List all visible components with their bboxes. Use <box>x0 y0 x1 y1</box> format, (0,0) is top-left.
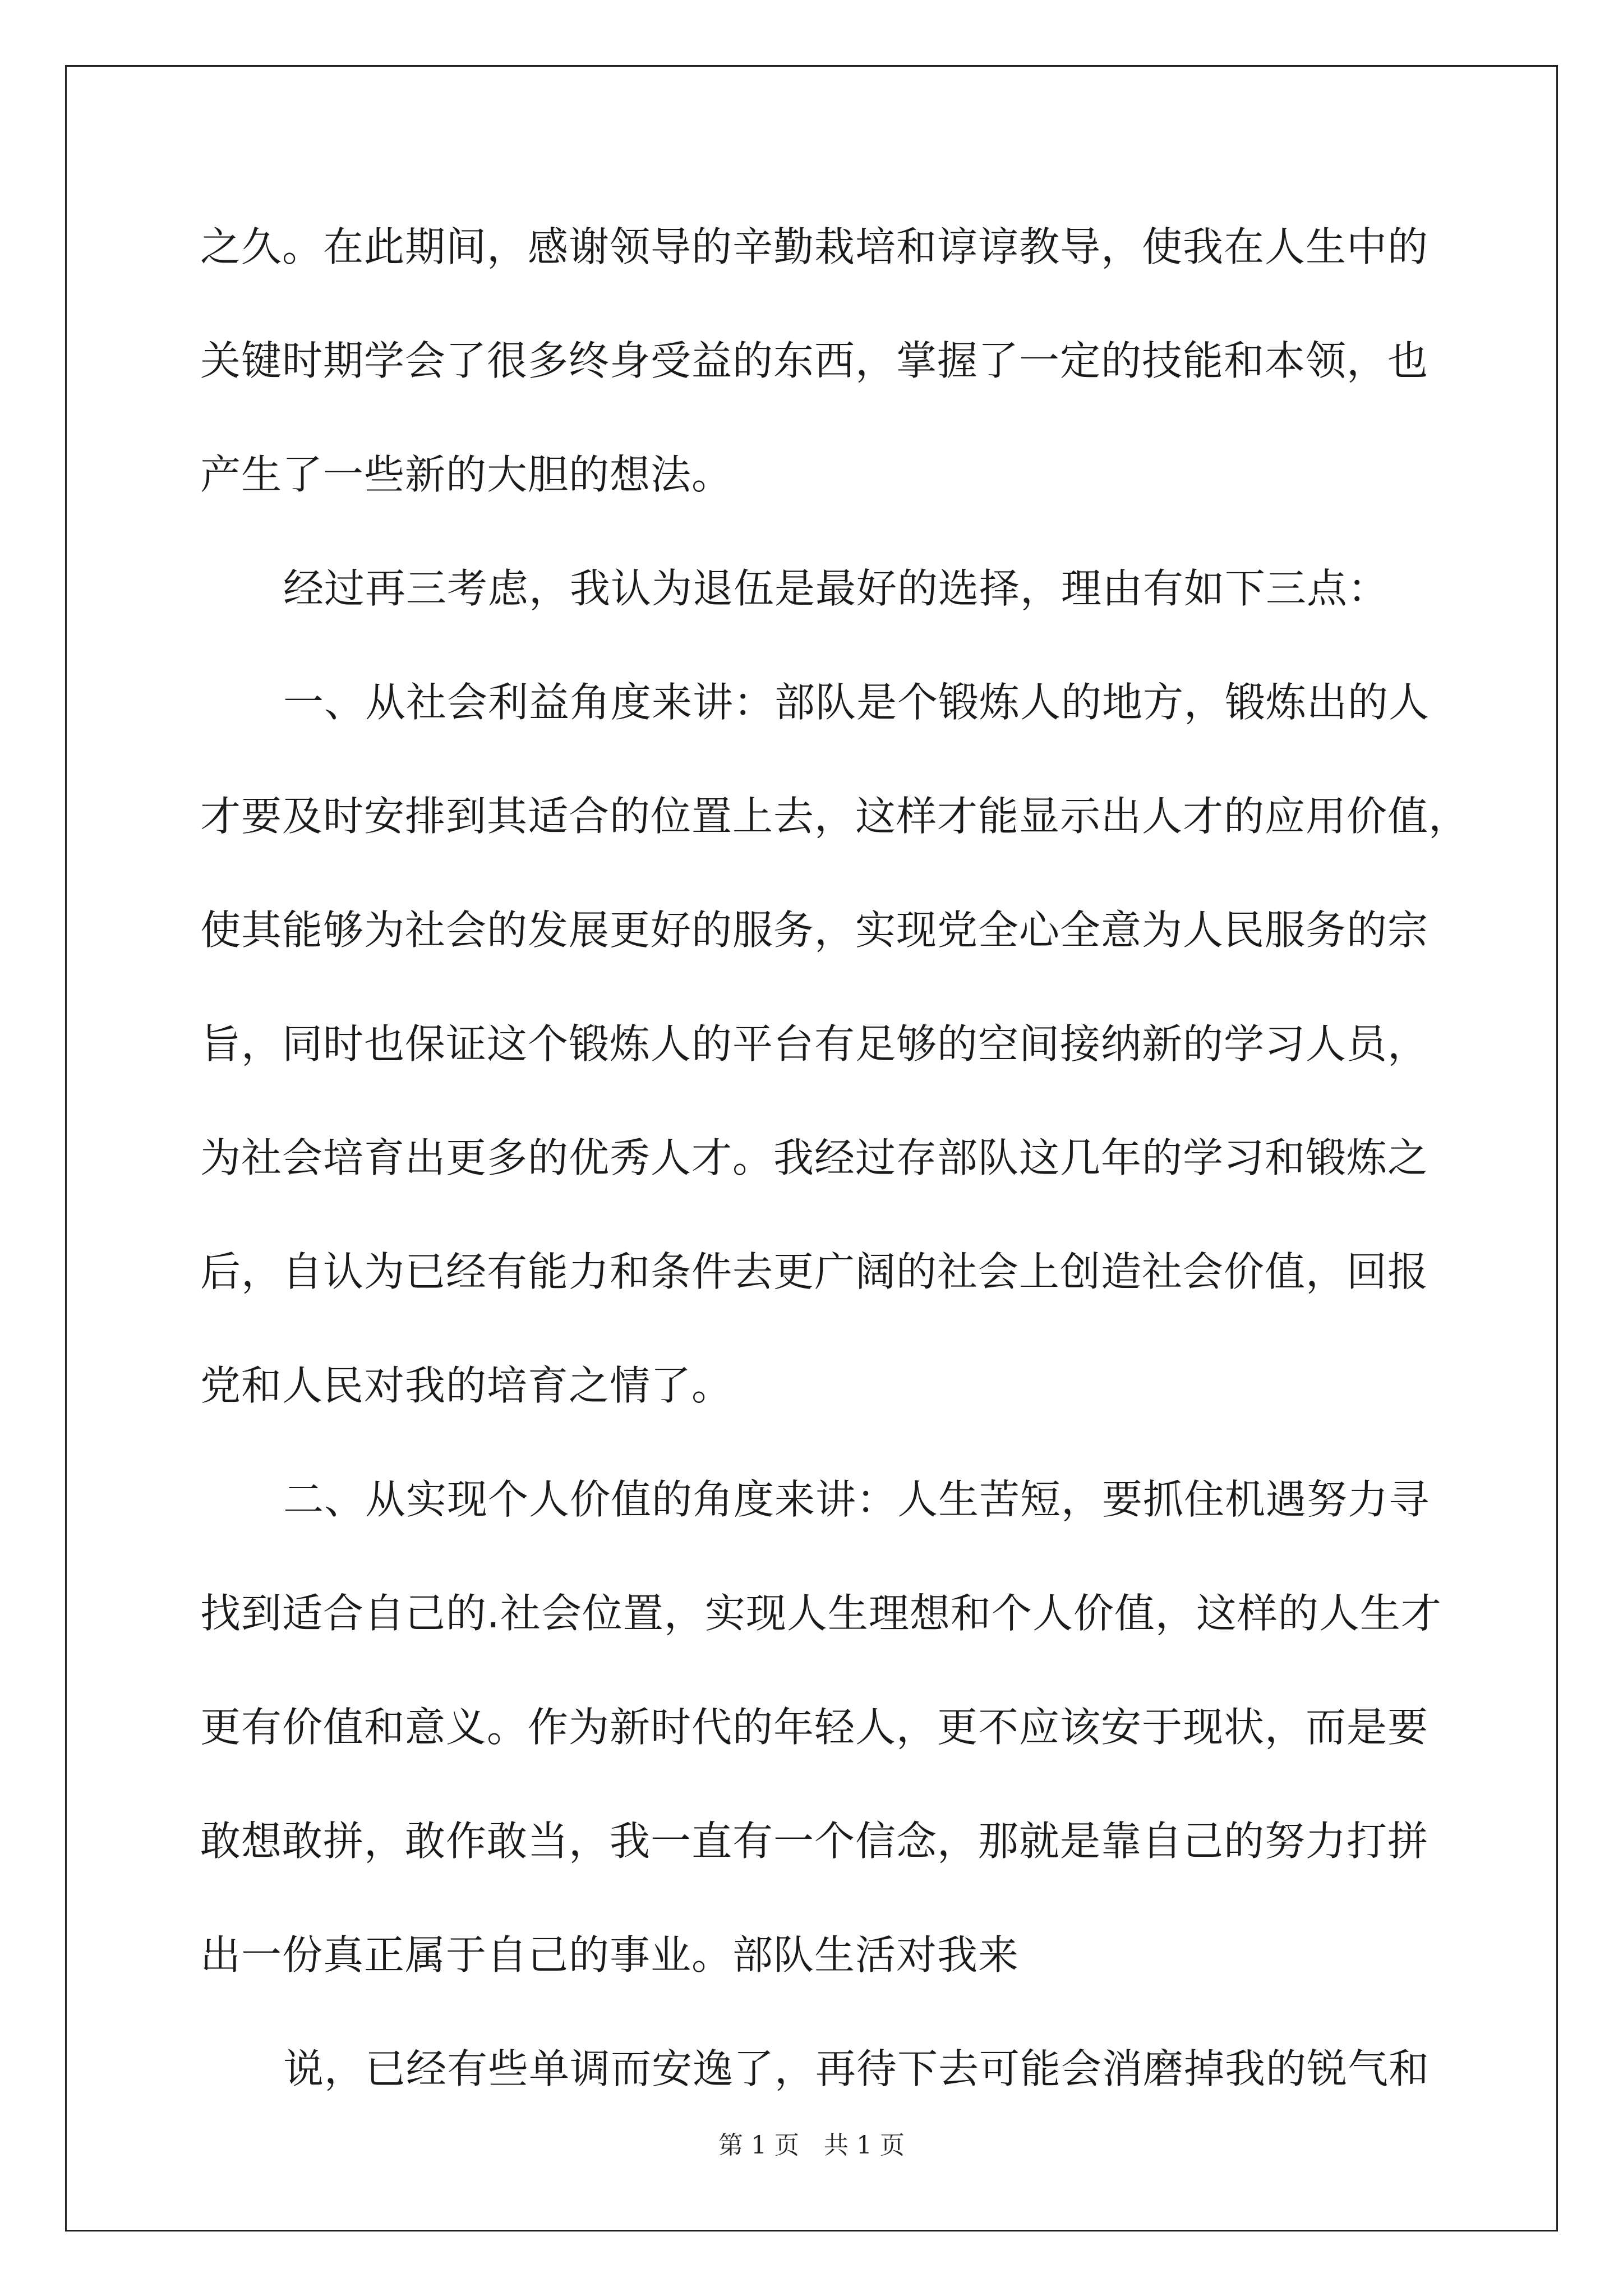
page-number-footer: 第 1 页 共 1 页 <box>718 2131 905 2160</box>
paragraph-point-one-start: 一、从社会利益角度来讲：部队是个锻炼人的地方，锻炼出的人 <box>283 679 1430 726</box>
text-line-8: 旨，同时也保证这个锻炼人的平台有足够的空间接纳新的学习人员， <box>200 1020 1429 1068</box>
paragraph-intro-reasons: 经过再三考虑，我认为退伍是最好的选择，理由有如下三点： <box>283 565 1389 612</box>
text-line-10: 后，自认为已经有能力和条件去更广阔的社会上创造社会价值，回报 <box>200 1248 1429 1295</box>
text-line-15: 敢想敢拼，敢作敢当，我一直有一个信念，那就是靠自己的努力打拼 <box>200 1818 1429 1865</box>
text-line-16: 出一份真正属于自己的事业。部队生活对我来 <box>200 1931 1020 1978</box>
text-line-14: 更有价值和意义。作为新时代的年轻人，更不应该安于现状，而是要 <box>200 1704 1429 1751</box>
text-line-6: 才要及时安排到其适合的位置上去，这样才能显示出人才的应用价值， <box>200 793 1470 840</box>
text-line-11: 党和人民对我的培育之情了。 <box>200 1362 733 1409</box>
text-line-2: 关键时期学会了很多终身受益的东西，掌握了一定的技能和本领，也 <box>200 337 1429 384</box>
paragraph-point-two-start: 二、从实现个人价值的角度来讲：人生苦短，要抓住机遇努力寻 <box>283 1476 1430 1523</box>
text-line-1: 之久。在此期间，感谢领导的辛勤栽培和谆谆教导，使我在人生中的 <box>200 223 1429 270</box>
text-line-9: 为社会培育出更多的优秀人才。我经过存部队这几年的学习和锻炼之 <box>200 1134 1429 1181</box>
text-line-13: 找到适合自己的.社会位置，实现人生理想和个人价值，这样的人生才 <box>200 1590 1442 1637</box>
text-line-3: 产生了一些新的大胆的想法。 <box>200 451 733 498</box>
text-line-7: 使其能够为社会的发展更好的服务，实现党全心全意为人民服务的宗 <box>200 907 1429 954</box>
paragraph-continuation: 说，已经有些单调而安逸了，再待下去可能会消磨掉我的锐气和 <box>283 2045 1430 2092</box>
